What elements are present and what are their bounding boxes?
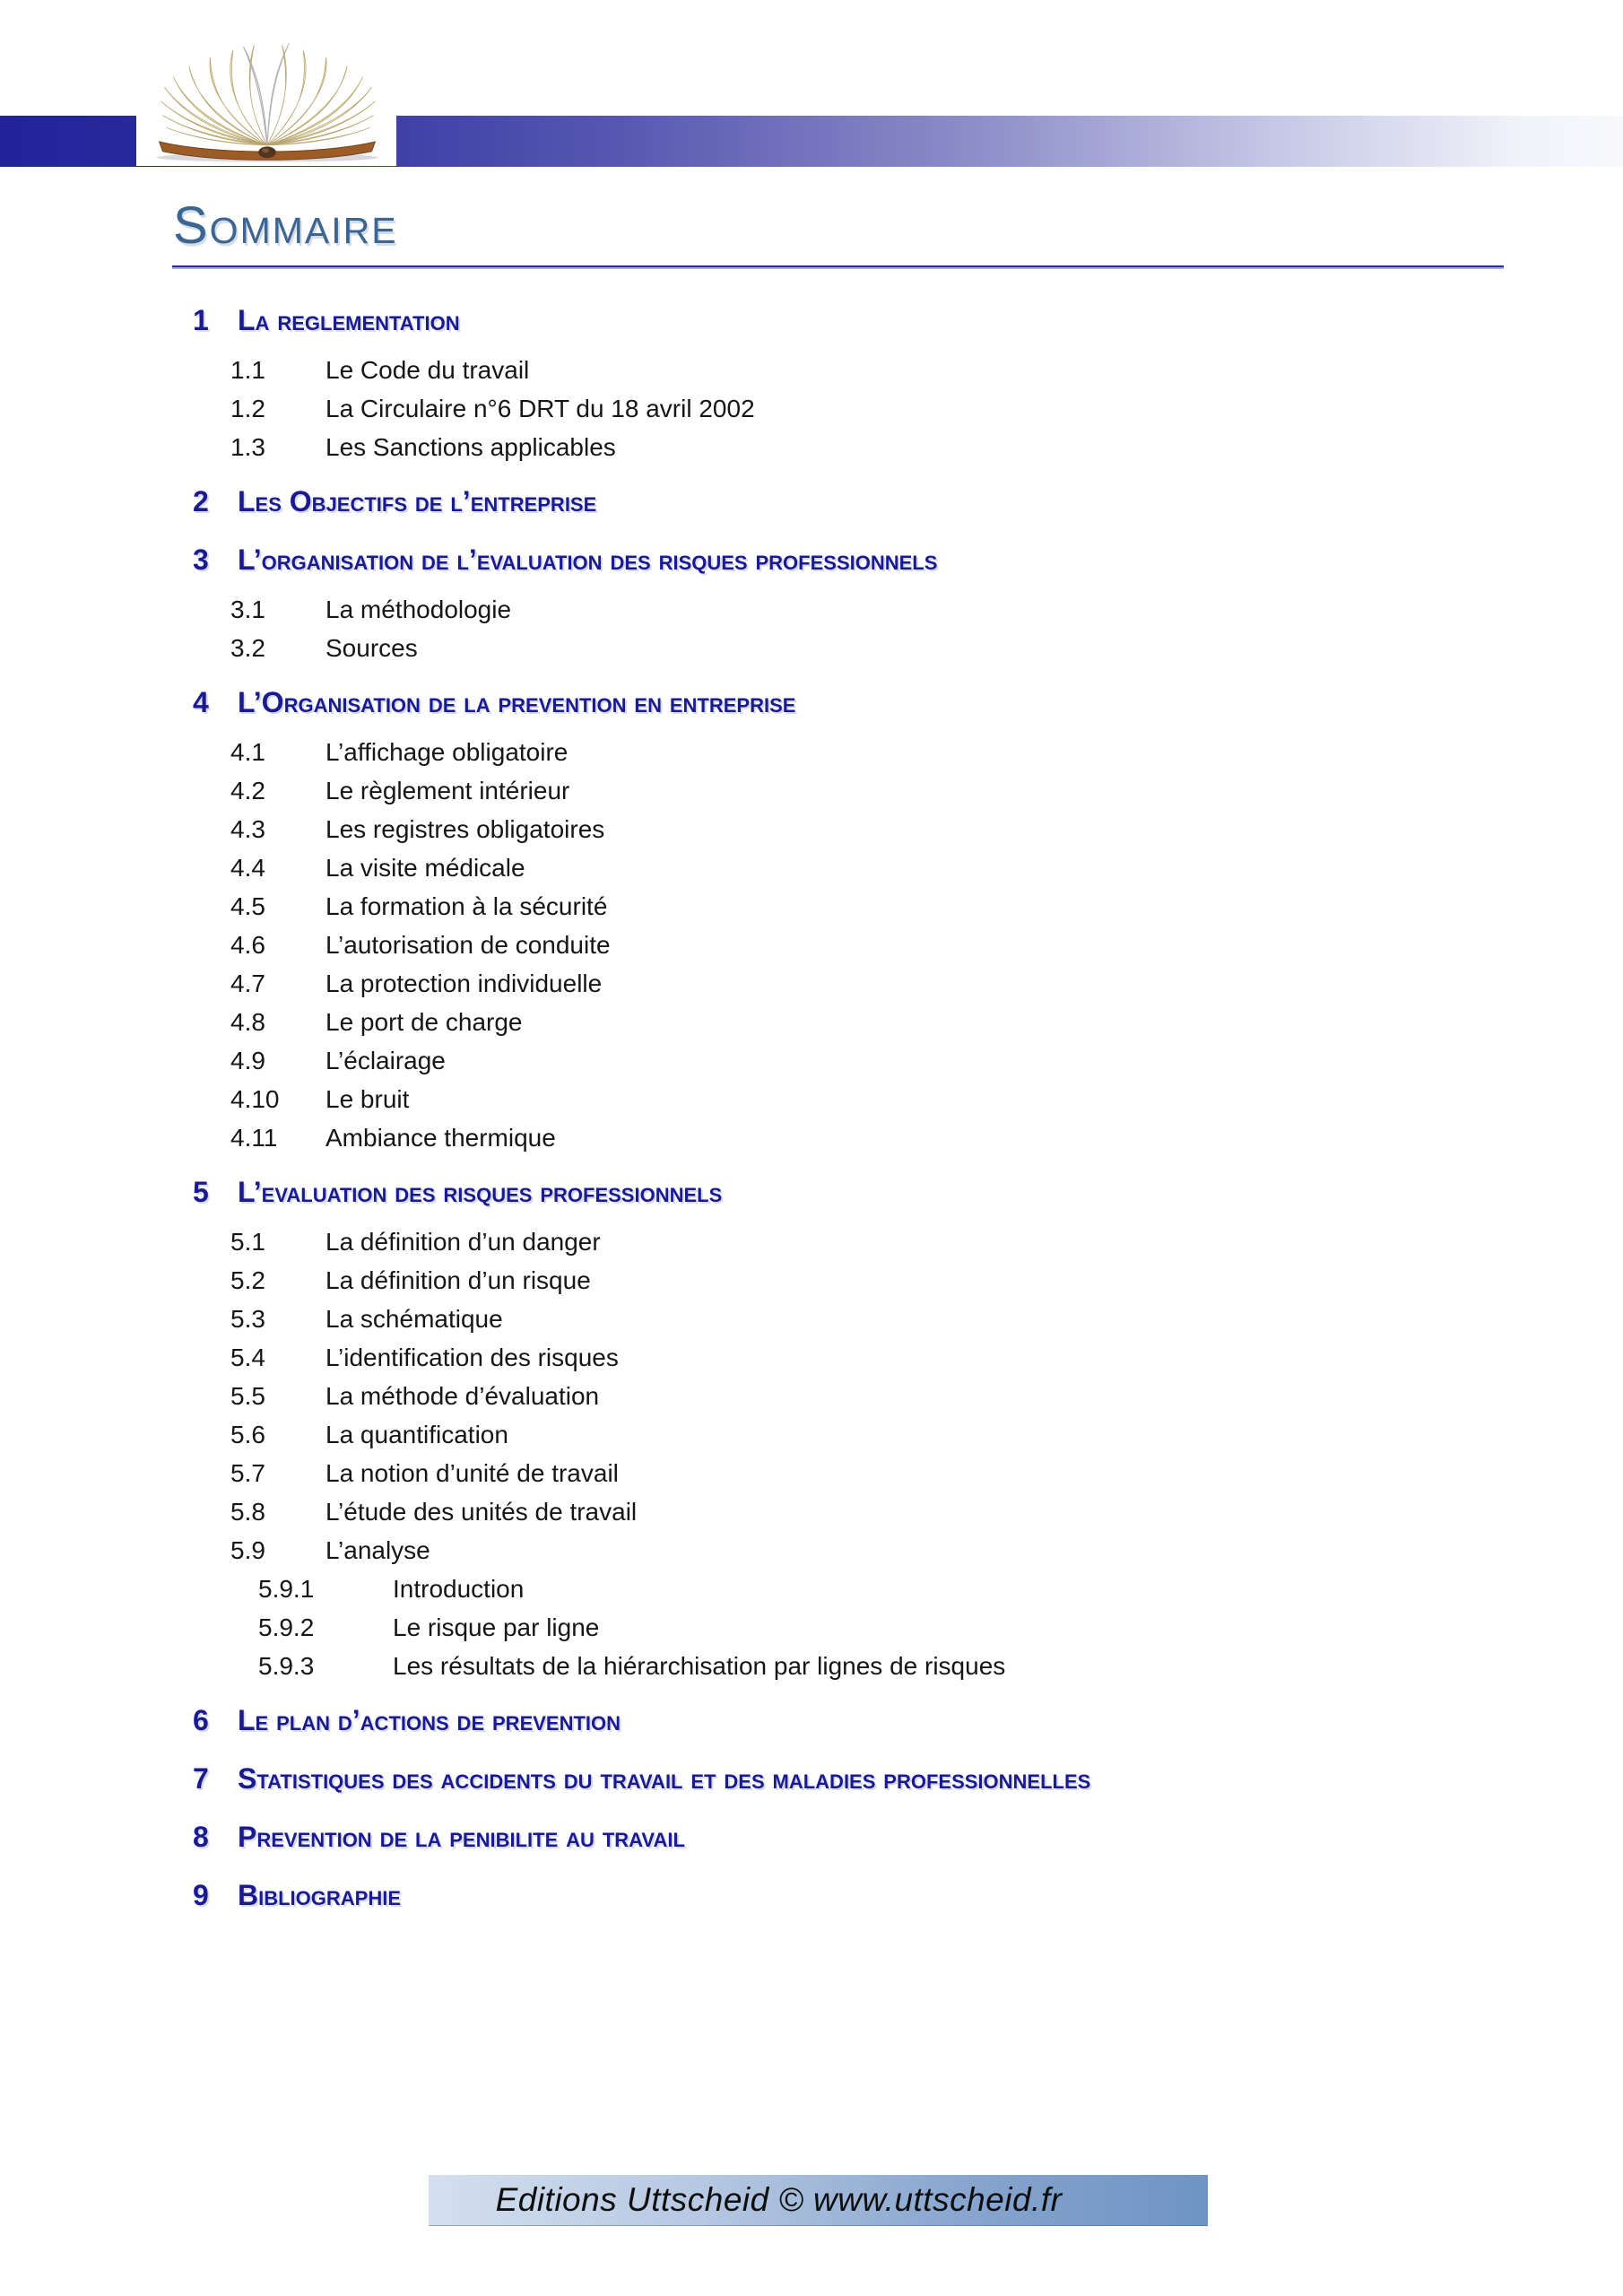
toc-number: 6 (193, 1704, 209, 1736)
toc-entry-5-4[interactable] (0, 1338, 1515, 1377)
toc-label: La schématique (325, 1305, 503, 1333)
toc-label: La reglementation (238, 304, 460, 336)
toc-number: 4.2 (230, 777, 265, 804)
toc-number: 5.9.1 (258, 1575, 315, 1603)
toc-number: 4.8 (230, 1008, 265, 1036)
toc-number: 7 (193, 1762, 209, 1795)
toc-number: 5.2 (230, 1266, 265, 1294)
toc-label: La protection individuelle (325, 970, 603, 997)
toc-number: 1 (193, 304, 209, 336)
toc-label: Les Sanctions applicables (325, 433, 616, 461)
toc-label: Introduction (393, 1575, 525, 1603)
toc-label: Statistiques des accidents du travail et des maladies professionnelles (238, 1762, 1091, 1795)
toc-label: La Circulaire n°6 DRT du 18 avril 2002 (325, 395, 755, 422)
toc-entry-4-5[interactable] (0, 887, 1515, 926)
toc-entry-1-2[interactable] (0, 389, 1515, 428)
toc-label: L’affichage obligatoire (325, 738, 568, 766)
toc-label: La méthode d’évaluation (325, 1382, 600, 1410)
toc-entry-5-9-3[interactable] (0, 1647, 1515, 1685)
footer-bar (429, 2175, 1208, 2226)
toc-entry-3-2[interactable] (0, 629, 1515, 667)
toc-number: 5.9.3 (258, 1652, 315, 1680)
toc-number: 3 (193, 544, 209, 576)
toc-number: 1.2 (230, 395, 265, 422)
toc-number: 4.5 (230, 892, 265, 920)
toc-label: La définition d’un risque (325, 1266, 591, 1294)
toc-entry-4-7[interactable] (0, 964, 1515, 1003)
toc-label: Sources (325, 634, 418, 662)
toc-entry-4[interactable] (0, 680, 1515, 726)
table-of-contents (0, 285, 1515, 1926)
toc-number: 2 (193, 485, 209, 517)
toc-label: Le Code du travail (325, 356, 530, 384)
page-title: Sommaire (173, 196, 398, 255)
toc-entry-5-1[interactable] (0, 1222, 1515, 1261)
toc-label: La notion d’unité de travail (325, 1459, 619, 1487)
toc-label: L’autorisation de conduite (325, 931, 611, 959)
footer-text: Editions Uttscheid © www.uttscheid.fr (495, 2181, 1063, 2218)
toc-number: 4.7 (230, 970, 265, 997)
toc-label: Prevention de la penibilite au travail (238, 1821, 685, 1853)
toc-entry-5-3[interactable] (0, 1300, 1515, 1338)
toc-entry-4-2[interactable] (0, 771, 1515, 810)
toc-number: 5.7 (230, 1459, 265, 1487)
toc-entry-5-9-2[interactable] (0, 1608, 1515, 1647)
toc-number: 5.6 (230, 1421, 265, 1448)
toc-label: L’evaluation des risques professionnels (238, 1176, 723, 1208)
toc-label: L’identification des risques (325, 1344, 619, 1371)
toc-number: 5.8 (230, 1498, 265, 1526)
title-rule (172, 265, 1504, 267)
toc-entry-4-10[interactable] (0, 1080, 1515, 1118)
toc-label: Le bruit (325, 1085, 410, 1113)
open-book-icon (140, 31, 395, 166)
toc-label: Le plan d’actions de prevention (238, 1704, 621, 1736)
toc-entry-4-8[interactable] (0, 1003, 1515, 1041)
toc-entry-5-5[interactable] (0, 1377, 1515, 1415)
toc-number: 5.5 (230, 1382, 265, 1410)
toc-entry-4-4[interactable] (0, 848, 1515, 887)
toc-label: L’étude des unités de travail (325, 1498, 638, 1526)
toc-entry-4-9[interactable] (0, 1041, 1515, 1080)
toc-number: 4 (193, 686, 209, 718)
toc-number: 5.9 (230, 1536, 265, 1564)
toc-entry-7[interactable] (0, 1756, 1515, 1802)
toc-entry-3-1[interactable] (0, 590, 1515, 629)
toc-number: 3.1 (230, 596, 265, 623)
toc-number: 4.6 (230, 931, 265, 959)
toc-entry-1-1[interactable] (0, 351, 1515, 389)
toc-number: 4.11 (230, 1124, 278, 1152)
toc-label: L’Organisation de la prevention en entreprise (238, 686, 796, 718)
toc-entry-5-6[interactable] (0, 1415, 1515, 1454)
toc-label: Le port de charge (325, 1008, 523, 1036)
toc-entry-5-2[interactable] (0, 1261, 1515, 1300)
toc-label: L’analyse (325, 1536, 430, 1564)
toc-number: 4.1 (230, 738, 265, 766)
toc-entry-8[interactable] (0, 1814, 1515, 1860)
toc-entry-4-1[interactable] (0, 733, 1515, 771)
toc-number: 4.10 (230, 1085, 280, 1113)
toc-entry-5-7[interactable] (0, 1454, 1515, 1492)
toc-entry-5[interactable] (0, 1170, 1515, 1215)
toc-entry-2[interactable] (0, 479, 1515, 525)
toc-label: Les résultats de la hiérarchisation par lignes de risques (393, 1652, 1006, 1680)
toc-label: Les registres obligatoires (325, 815, 605, 843)
toc-label: Le risque par ligne (393, 1613, 600, 1641)
toc-entry-5-9[interactable] (0, 1531, 1515, 1570)
toc-label: L’éclairage (325, 1047, 446, 1074)
toc-entry-6[interactable] (0, 1698, 1515, 1744)
toc-number: 4.9 (230, 1047, 265, 1074)
toc-number: 5.3 (230, 1305, 265, 1333)
toc-label: La quantification (325, 1421, 508, 1448)
toc-number: 9 (193, 1879, 209, 1911)
toc-number: 1.1 (230, 356, 265, 384)
toc-entry-9[interactable] (0, 1873, 1515, 1918)
toc-number: 8 (193, 1821, 209, 1853)
toc-entry-5-8[interactable] (0, 1492, 1515, 1531)
toc-label: Le règlement intérieur (325, 777, 570, 804)
toc-number: 1.3 (230, 433, 265, 461)
toc-entry-1[interactable] (0, 298, 1515, 344)
toc-label: La définition d’un danger (325, 1228, 601, 1256)
toc-label: Bibliographie (238, 1879, 402, 1911)
toc-number: 5.1 (230, 1228, 265, 1256)
toc-entry-4-6[interactable] (0, 926, 1515, 964)
toc-label: La méthodologie (325, 596, 512, 623)
toc-number: 5.4 (230, 1344, 265, 1371)
toc-number: 5.9.2 (258, 1613, 315, 1641)
toc-number: 3.2 (230, 634, 265, 662)
toc-entry-4-3[interactable] (0, 810, 1515, 848)
toc-entry-5-9-1[interactable] (0, 1570, 1515, 1608)
toc-label: Les Objectifs de l’entreprise (238, 485, 597, 517)
toc-label: L’organisation de l’evaluation des risques professionnels (238, 544, 938, 576)
toc-number: 4.4 (230, 854, 265, 882)
toc-entry-1-3[interactable] (0, 428, 1515, 466)
toc-label: La visite médicale (325, 854, 525, 882)
toc-label: Ambiance thermique (325, 1124, 556, 1152)
toc-entry-4-11[interactable] (0, 1118, 1515, 1157)
toc-label: La formation à la sécurité (325, 892, 608, 920)
toc-number: 5 (193, 1176, 209, 1208)
toc-entry-3[interactable] (0, 537, 1515, 583)
toc-number: 4.3 (230, 815, 265, 843)
